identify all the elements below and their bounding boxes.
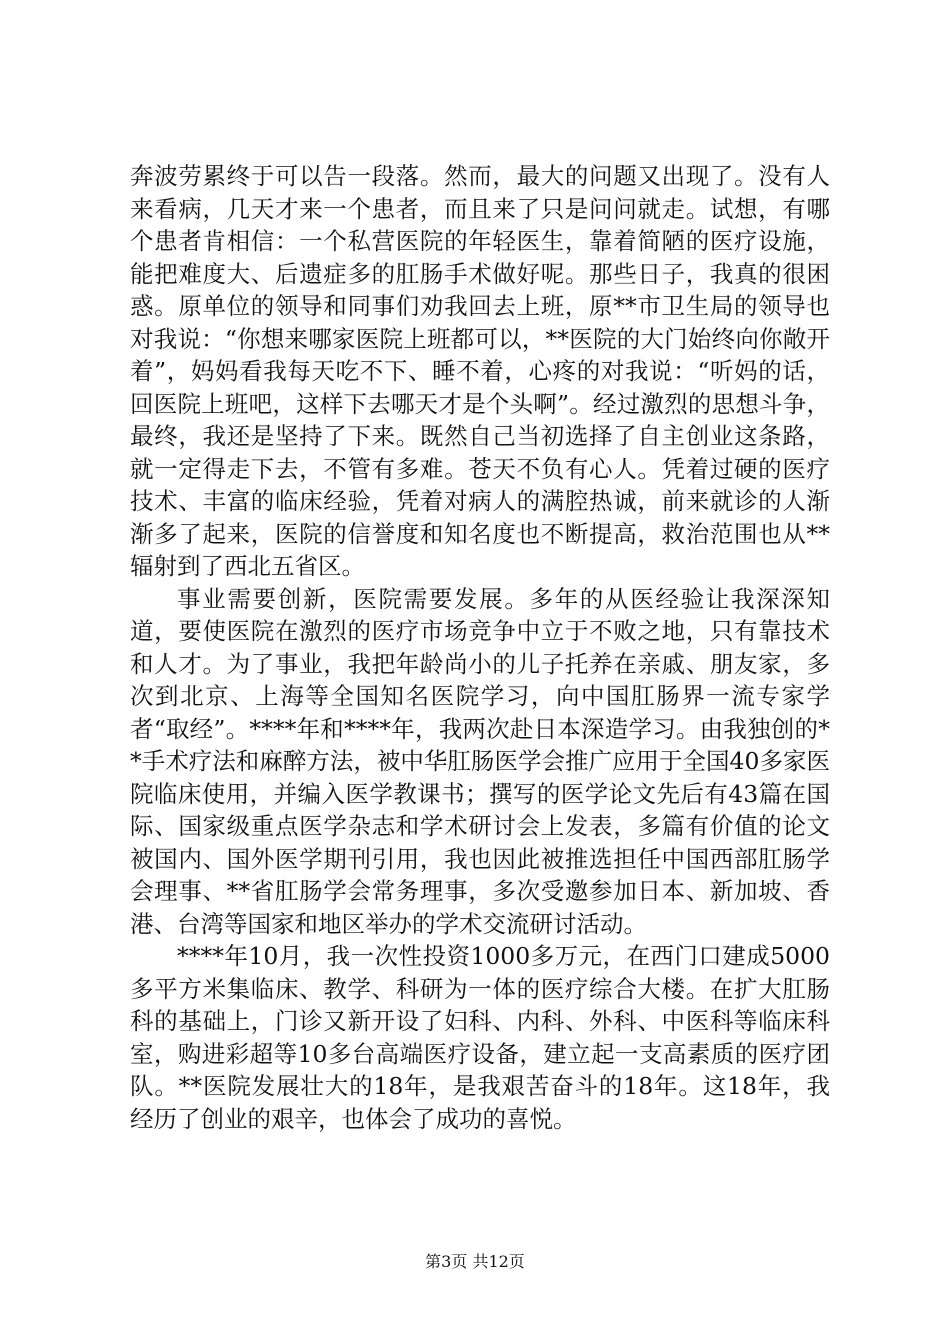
page-number-footer: 第3页 共12页 xyxy=(425,1252,525,1271)
paragraph-3: ****年10月，我一次性投资1000多万元，在西门口建成5000多平方米集临床、教学、科研为一体的医疗综合大楼。在扩大肛肠科的基础上，门诊又新开设了妇科、内科、外科、中医科等临床科室，购进彩超等10多台高端医疗设备，建立起一支高素质的医疗团队。**医院发展壮大的18年，是我艰苦奋斗的18年。这18年，我经历了创业的艰辛，也体会了成功的喜悦。 xyxy=(130,942,830,1133)
paragraph-1: 奔波劳累终于可以告一段落。然而，最大的问题又出现了。没有人来看病，几天才来一个患者，而且来了只是问问就走。试想，有哪个患者肯相信：一个私营医院的年轻医生，靠着简陋的医疗设施，能把难度大、后遗症多的肛肠手术做好呢。那些日子，我真的很困惑。原单位的领导和同事们劝我回去上班，原**市卫生局的领导也对我说：“你想来哪家医院上班都可以，**医院的大门始终向你敞开着”，妈妈看我每天吃不下、睡不着，心疼的对我说：“听妈的话，回医院上班吧，这样下去哪天才是个头啊”。经过激烈的思想斗争，最终，我还是坚持了下来。既然自己当初选择了自主创业这条路，就一定得走下去，不管有多难。苍天不负有心人。凭着过硬的医疗技术、丰富的临床经验，凭着对病人的满腔热诚，前来就诊的人渐渐多了起来，医院的信誉度和知名度也不断提高，救治范围也从**辐射到了西北五省区。 xyxy=(130,162,830,580)
document-body xyxy=(130,160,830,1135)
paragraph-2: 事业需要创新，医院需要发展。多年的从医经验让我深深知道，要使医院在激烈的医疗市场竞争中立于不败之地，只有靠技术和人才。为了事业，我把年龄尚小的儿子托养在亲戚、朋友家，多次到北京、上海等全国知名医院学习，向中国肛肠界一流专家学者“取经”。****年和****年，我两次赴日本深造学习。由我独创的**手术疗法和麻醉方法，被中华肛肠医学会推广应用于全国40多家医院临床使用，并编入医学教课书；撰写的医学论文先后有43篇在国际、国家级重点医学杂志和学术研讨会上发表，多篇有价值的论文被国内、国外医学期刊引用，我也因此被推选担任中国西部肛肠学会理事、**省肛肠学会常务理事，多次受邀参加日本、新加坡、香港、台湾等国家和地区举办的学术交流研讨活动。 xyxy=(130,584,830,938)
